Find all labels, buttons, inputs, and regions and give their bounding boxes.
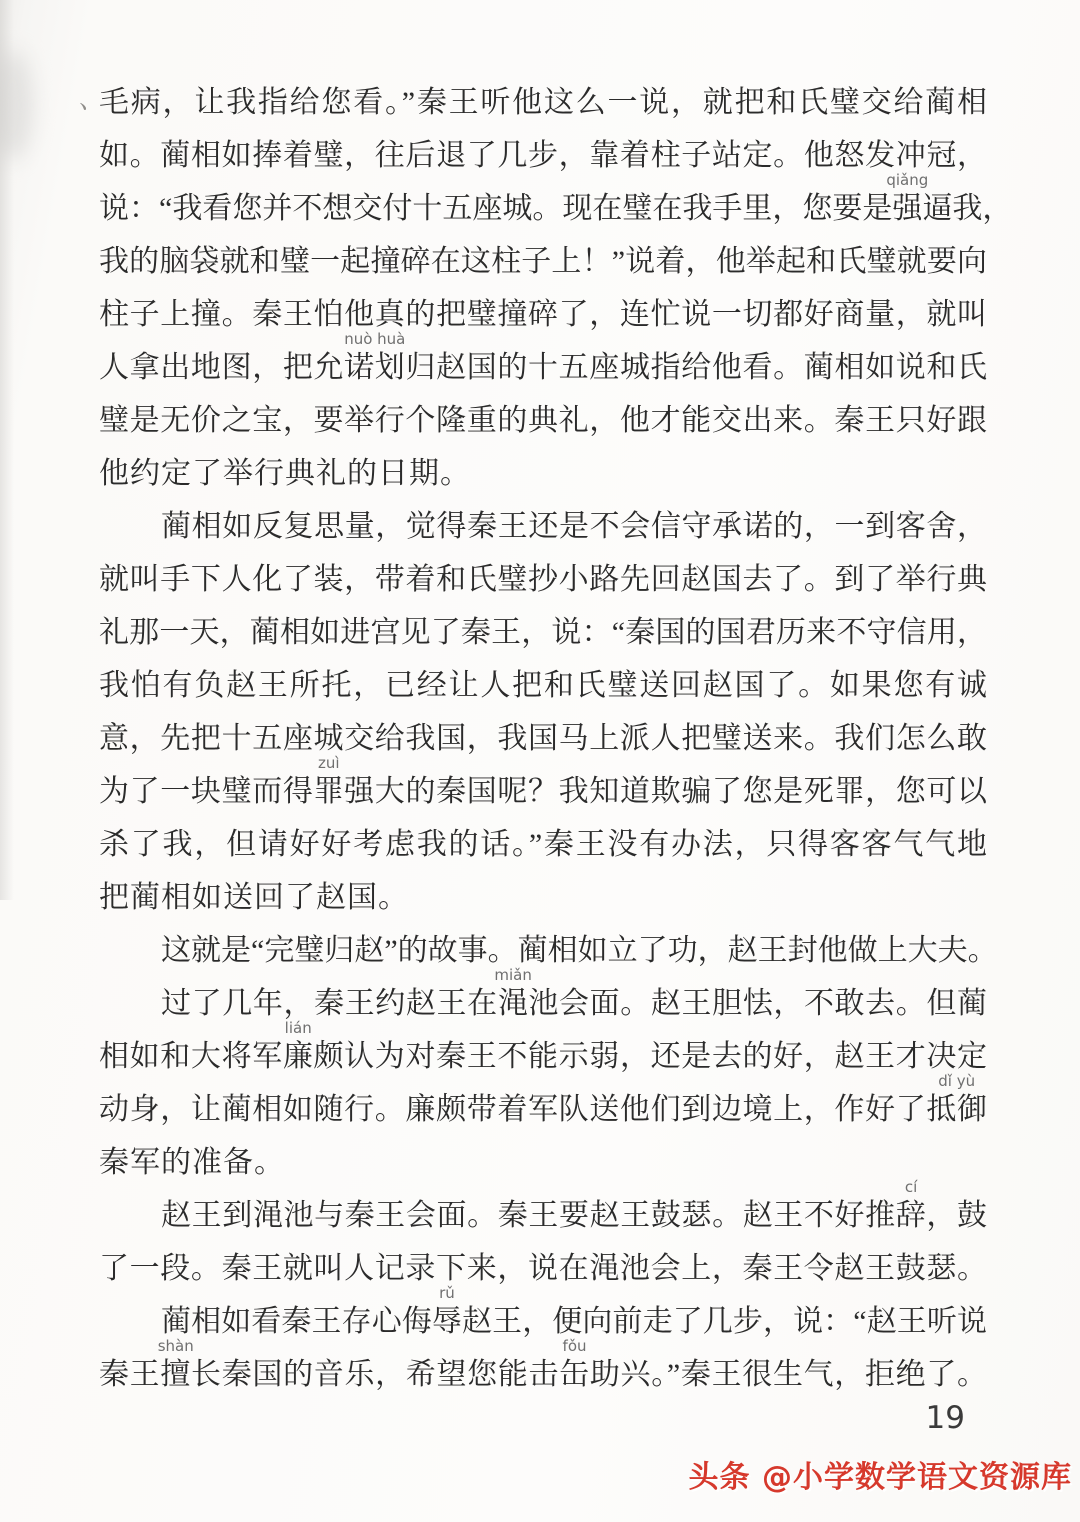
text-line: 璧是无价之宝，要举行个隆重的典礼，他才能交出来。秦王只好跟 xyxy=(99,404,987,437)
pinyin-annotation: zuì xyxy=(318,754,340,772)
text-line: 礼那一天，蔺相如进宫见了秦王，说：“秦国的国君历来不守信用， xyxy=(99,616,987,649)
text-line: 秦王擅 shàn 长秦国的音乐，希望您能击缶 fǒu 助兴。”秦王很生气，拒绝了。 xyxy=(99,1337,988,1391)
text-line: 了一段。秦王就叫人记录下来，说在渑池会上，秦王令赵王鼓瑟。 xyxy=(99,1252,987,1285)
text-line: 秦军的准备。 xyxy=(99,1146,285,1179)
text-line: 意，先把十五座城交给我国，我国马上派人把璧送来。我们怎么敢 xyxy=(99,722,987,755)
text-line: 人拿出地图，把允诺划 nuò huà 归赵国的十五座城指给他看。蔺相如说和氏 xyxy=(99,330,988,384)
pinyin-annotation: rǔ xyxy=(439,1284,455,1302)
annotated-char: 诺划 nuò huà xyxy=(344,330,406,384)
text-line: 为了一块璧而得罪 zuì 强大的秦国呢？我知道欺骗了您是死罪，您可以 xyxy=(99,754,988,808)
text-line: 毛病，让我指给您看。”秦王听他这么一说，就把和氏璧交给蔺相 xyxy=(99,86,987,119)
text-line: 他约定了举行典礼的日期。 xyxy=(99,457,471,490)
text-line: 我怕有负赵王所托，已经让人把和氏璧送回赵国了。如果您有诚 xyxy=(99,669,987,702)
text-block xyxy=(99,76,1013,1401)
annotated-char: 强 qiǎng xyxy=(886,171,929,225)
pinyin-annotation: shàn xyxy=(157,1337,194,1355)
annotated-char: 渑 miǎn xyxy=(494,966,532,1020)
text-line: 说：“我看您并不想交付十五座城。现在璧在我手里，您要是强 qiǎng 逼我， xyxy=(99,171,1013,225)
pinyin-annotation: fǒu xyxy=(562,1337,587,1355)
text-line: 把蔺相如送回了赵国。 xyxy=(99,881,409,914)
text-line: 如。蔺相如捧着璧，往后退了几步，靠着柱子站定。他怒发冲冠， xyxy=(99,139,987,172)
annotated-char: 罪 zuì xyxy=(313,754,345,808)
pinyin-annotation: miǎn xyxy=(494,966,532,984)
text-line: 就叫手下人化了装，带着和氏璧抄小路先回赵国去了。到了举行典 xyxy=(99,563,987,596)
scan-edge-shade xyxy=(0,0,14,900)
annotated-char: 擅 shàn xyxy=(157,1337,194,1391)
annotated-char: 缶 fǒu xyxy=(559,1337,590,1391)
text-line: 赵王到渑池与秦王会面。秦王要赵王鼓瑟。赵王不好推辞 cí ，鼓 xyxy=(161,1178,988,1232)
pinyin-annotation: qiǎng xyxy=(886,171,929,189)
text-line: 动身，让蔺相如随行。廉颇带着军队送他们到边境上，作好了抵御 dǐ yù xyxy=(99,1072,988,1126)
text-line: 相如和大将军廉 lián 颇认为对秦王不能示弱，还是去的好，赵王才决定 xyxy=(99,1019,988,1073)
text-line: 过了几年，秦王约赵王在渑 miǎn 池会面。赵王胆怯，不敢去。但蔺 xyxy=(161,966,988,1020)
text-line: 我的脑袋就和璧一起撞碎在这柱子上！”说着，他举起和氏璧就要向 xyxy=(99,245,987,278)
text-line: 这就是“完璧归赵”的故事。蔺相如立了功，赵王封他做上大夫。 xyxy=(161,934,998,967)
pinyin-annotation: dǐ yù xyxy=(938,1072,976,1090)
annotated-char: 辞 cí xyxy=(895,1178,927,1232)
text-line: 蔺相如反复思量，觉得秦王还是不会信守承诺的，一到客舍， xyxy=(161,510,987,543)
stray-ink-mark: 、 xyxy=(77,84,108,117)
pinyin-annotation: nuò huà xyxy=(344,330,406,348)
text-line: 柱子上撞。秦王怕他真的把璧撞碎了，连忙说一切都好商量，就叫 xyxy=(99,298,987,331)
text-line: 杀了我，但请好好考虑我的话。”秦王没有办法，只得客客气气地 xyxy=(99,828,987,861)
text-line: 蔺相如看秦王存心侮辱 rǔ 赵王，便向前走了几步，说：“赵王听说 xyxy=(161,1284,987,1338)
pinyin-annotation: lián xyxy=(284,1019,312,1037)
watermark: 头条 @小学数学语文资源库 xyxy=(688,1460,1072,1495)
annotated-char: 辱 rǔ xyxy=(431,1284,462,1338)
pinyin-annotation: cí xyxy=(904,1178,918,1196)
page-number: 19 xyxy=(925,1400,965,1436)
annotated-char: 抵御 dǐ yù xyxy=(926,1072,988,1126)
annotated-char: 廉 lián xyxy=(282,1019,314,1073)
